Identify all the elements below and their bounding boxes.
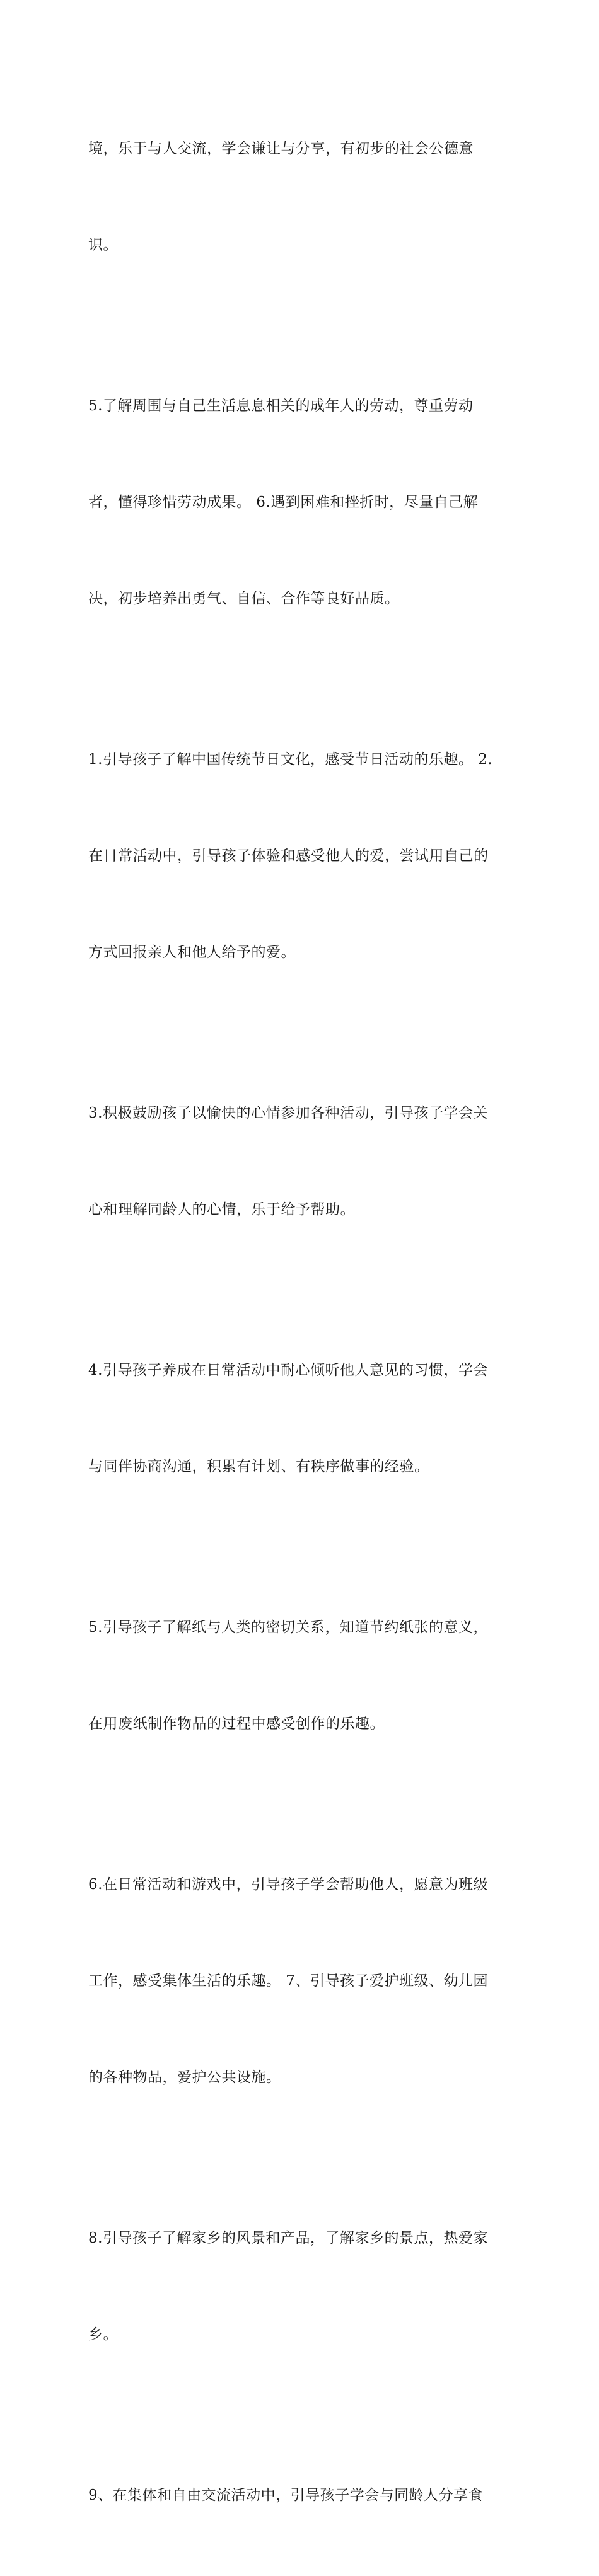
paragraph-pleasant-mood [88,1033,517,1290]
paragraph-listening-habits [88,1290,517,1547]
text-line: 6.在日常活动和游戏中，引导孩子学会帮助他人，愿意为班级 [88,1876,488,1893]
text-line: 4.引导孩子养成在日常活动中耐心倾听他人意见的习惯，学会 [88,1362,488,1378]
text-line: 乡。 [88,2326,118,2343]
paragraph-respect-labor [88,326,517,679]
text-line: 识。 [88,237,118,253]
text-line: 5.了解周围与自己生活息息相关的成年人的劳动，尊重劳动 [88,398,474,414]
text-line: 8.引导孩子了解家乡的风景和产品，了解家乡的景点，热爱家 [88,2230,488,2246]
document-body [88,69,517,2576]
text-line: 与同伴协商沟通，积累有计划、有秩序做事的经验。 [88,1458,429,1475]
text-line: 境，乐于与人交流，学会谦让与分享，有初步的社会公德意 [88,141,474,157]
text-line: 方式回报亲人和他人给予的爱。 [88,944,296,961]
text-line: 5.引导孩子了解纸与人类的密切关系，知道节约纸张的意义， [88,1619,488,1636]
text-line: 9、在集体和自由交流活动中，引导孩子学会与同龄人分享食 [88,2487,484,2504]
text-line: 1.引导孩子了解中国传统节日文化，感受节日活动的乐趣。 2. [88,751,493,768]
paragraph-helping-others [88,1805,517,2158]
text-line: 工作，感受集体生活的乐趣。 7、引导孩子爱护班级、幼儿园 [88,1973,488,1989]
text-line: 在用废纸制作物品的过程中感受创作的乐趣。 [88,1716,385,1732]
paragraph-sharing-food [88,2415,517,2576]
text-line: 3.积极鼓励孩子以愉快的心情参加各种活动，引导孩子学会关 [88,1105,488,1121]
paragraph-social-morality [88,69,517,326]
paragraph-paper-saving [88,1547,517,1805]
text-line: 决，初步培养出勇气、自信、合作等良好品质。 [88,591,400,607]
paragraph-traditional-festivals [88,679,517,1033]
text-line: 在日常活动中，引导孩子体验和感受他人的爱，尝试用自己的 [88,848,489,864]
text-line: 心和理解同龄人的心情，乐于给予帮助。 [88,1201,355,1218]
text-line: 者，懂得珍惜劳动成果。 6.遇到困难和挫折时，尽量自己解 [88,494,479,511]
paragraph-hometown [88,2158,517,2415]
text-line: 的各种物品，爱护公共设施。 [88,2069,281,2086]
